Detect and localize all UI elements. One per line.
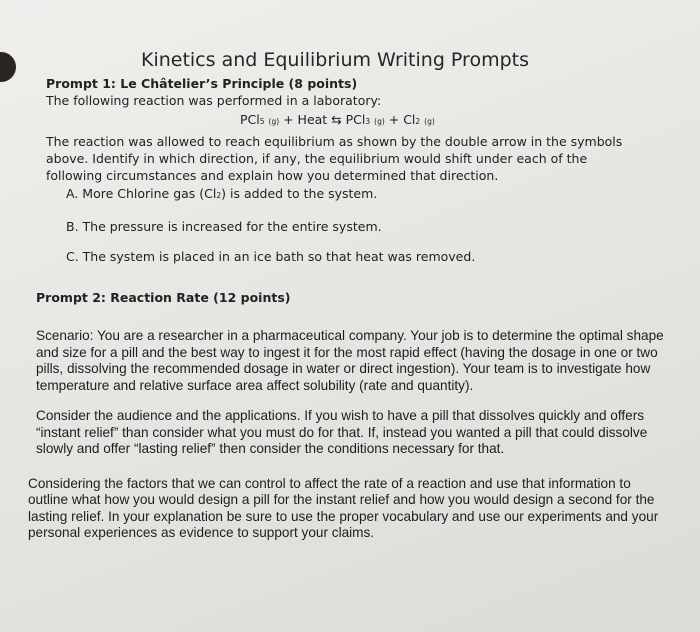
choice-a-post: ) is added to the system. <box>221 186 378 201</box>
eq-plus-cl: + Cl <box>384 112 416 127</box>
eq-plus-heat: + Heat <box>279 112 332 127</box>
prompt1-heading: Prompt 1: Le Châtelier’s Principle (8 points) <box>46 76 358 91</box>
prompt2-section <box>28 290 686 542</box>
page-title: Kinetics and Equilibrium Writing Prompts <box>140 49 529 71</box>
eq-reactant-state: (g) <box>268 117 280 126</box>
eq-product2-sub: 2 <box>415 117 421 126</box>
prompt2-factors: Considering the factors that we can control to affect the rate of a reaction and use that information to outline what how you would design a pill for the instant relief and how you would design a second for the lasting relief. In your explanation be sure to use the proper vocabulary and use our experiments and your personal experiences as evidence to support your claims. <box>28 475 659 540</box>
eq-product2-state: (g) <box>424 117 435 126</box>
prompt2-heading: Prompt 2: Reaction Rate (12 points) <box>36 290 291 305</box>
choice-a-sub: 2 <box>216 191 222 200</box>
eq-product1-state: (g) <box>374 117 385 126</box>
eq-reactant: PCl <box>240 112 260 127</box>
punch-hole <box>0 52 16 82</box>
eq-product1: PCl <box>341 112 366 127</box>
equilibrium-arrow: ⇆ <box>331 112 342 127</box>
prompt1-body: The reaction was allowed to reach equilibrium as shown by the double arrow in the symbols above. Identify in which direction, if any, the equilibrium would shift under each of the following circumstances and explain how you determined that direction. <box>46 134 623 183</box>
prompt2-consider: Consider the audience and the applications. If you wish to have a pill that dissolves quickly and offers “instant relief” than consider what you must do for that. If, instead you wanted a pill that could dissolve slowly and offer “lasting relief” then consider the conditions necessary for that. <box>36 408 648 456</box>
choice-c: C. The system is placed in an ice bath so that heat was removed. <box>66 249 476 264</box>
choice-a-pre: A. More Chlorine gas (Cl <box>66 186 217 201</box>
choice-a <box>66 185 670 204</box>
choice-b: B. The pressure is increased for the entire system. <box>66 219 382 234</box>
prompt1-section <box>40 49 670 265</box>
prompt2-scenario: Scenario: You are a researcher in a pharmaceutical company. Your job is to determine the optimal shape and size for a pill and the best way to ingest it for the most rapid effect (having the dosage in one or two pills, dissolving the recommended dosage in water or direct ingestion). Your team is to investigate how temperature and relative surface area affect solubility (rate and quantity). <box>36 328 664 393</box>
eq-reactant-sub: 5 <box>259 117 265 126</box>
eq-product1-sub: 3 <box>365 117 371 126</box>
prompt1-intro: The following reaction was performed in a laboratory: <box>46 93 382 108</box>
reaction-equation <box>40 111 670 130</box>
